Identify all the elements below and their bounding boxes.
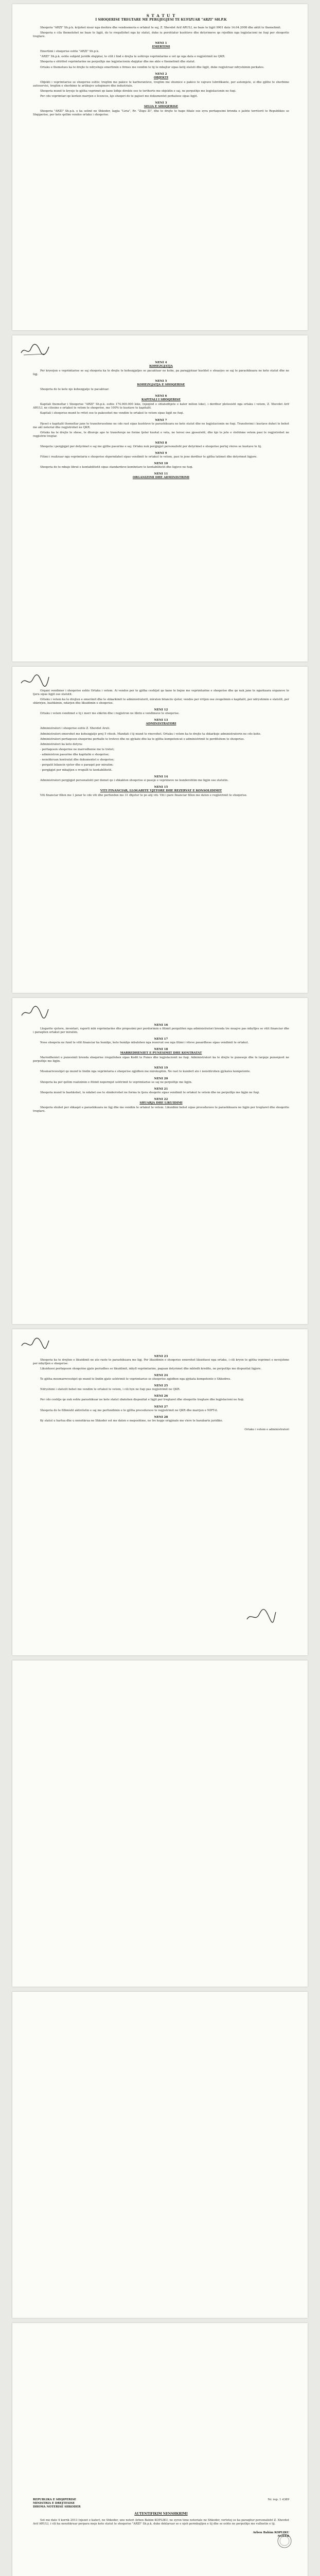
document-page-7 (12, 1992, 308, 2318)
article-paragraph: Per kryerjen e veprimtarise se saj shoqeria ka te drejte te kohezgjatjes se pacaktuar ne kohe, pa paragjykuar kushtet e shuarjes se saj te parashikuara ne kete statut dhe ne ligj. (33, 369, 289, 377)
article-number: NENI 22 (154, 1097, 168, 1101)
registry-label: Nr. rep. 1 (268, 2498, 281, 2501)
certificate-heading: AUTENTIFIKIM NENSHKRIMI (134, 2512, 188, 2516)
article-paragraph: Administratori perfaqeson shoqerine perballe te treteve dhe ne gjykate dhe ka te gjitha kompetencat e administrimit te perditshem te shoqerise. (40, 737, 245, 741)
republic-label: REPUBLIKA E SHQIPERISE (33, 2498, 77, 2501)
notary-certificate (33, 2498, 289, 2538)
notary-name: Arben Bahim KOPLIKU (253, 2531, 289, 2534)
article-paragraph: Administratori ka keto detyra: (40, 742, 83, 746)
page-5-content (33, 1352, 289, 1433)
article-paragraph: Shoqeria ka per qellim realizimin e fitimit nepermjet ushtrimit te veprimtarise se saj ne perputhje me ligjin. (40, 1080, 192, 1084)
article-paragraph: Shoqeria "ARZI" Sh.p.k. krijohet nisur nga deshira dhe vendosmeria e ortakut te saj, Z. Xhevdet Arif ARULI, ne baze te ligjit 9901 date 14.04.2008 dhe aktit te themelimit. (40, 26, 281, 29)
article-paragraph: Organi vendimor i shoqerise eshte Ortaku i vetem. Ai vendos per te gjitha ceshtjet qe kane te bejne me veprimtarine e shoqerise dhe qe nuk jane te ngarkuara organeve te tjera sipas ligjit ose statutit. (33, 689, 289, 697)
article-paragraph: "ARZI" Sh.p.k. eshte subjekt juridik shqiptar, te cilit i lind e drejta te ushtroje veprimtarine e vet qe nga data e regjistrimit ne QKR. (40, 55, 225, 59)
page-4-content (33, 1021, 289, 1115)
article-paragraph: - perfaqeson shoqerine ne marredhenie me te tretet; (40, 748, 115, 751)
article-paragraph: Ortaku ka te drejte te shese, te dhuroje apo te transferoje ne forme tjeter kuotat e veta, ne teresi ose pjeserisht, dhe kjo te jete e vlefshme vetem pasi te regjistrohet ne regjistrin tregtar. (33, 431, 289, 438)
document-page-6 (12, 1660, 308, 1987)
signature-icon (20, 672, 50, 689)
article-paragraph: Kapitali themeltar i Shoqerise "ARZI" Sh.p.k. eshte 174.000.000 leke, (njeqind e shtatedhjete e kater milion leke), i derdhur plotesisht nga ortaku i vetem, Z. Xhevdet Arif ARULI, ne cilesine e ortakut te vetem te shoqerise, me 100% te kuotave te kapitalit. (33, 403, 289, 410)
article-heading: ORGANIZIMI DHE ADMINISTRIMI (132, 476, 190, 480)
article-paragraph: Objekti i veprimtarise se shoqerise eshte: tregtim me pakice te karburanteve, tregtim me shumice e pakice te vajrave lubrifikante, per automjete, si dhe gjithe te sherbime autoservisi, tregtim e sherbime te artikujve ushqimore dhe industriale. (33, 80, 289, 88)
registry-value: 4389 (282, 2498, 289, 2501)
article-heading: ADMINISTRATORI (146, 722, 176, 726)
article-paragraph: Marredheniet e punesimit brenda shoqerise rregullohen sipas Kodit te Punes dhe legjislacionit ne fuqi. Administratori ka te drejte te punesoje dhe te largoje punonjesit ne perputhje me ligjin. (33, 1056, 289, 1063)
document-page-3 (12, 667, 308, 993)
notary-stamp-icon (277, 2533, 292, 2549)
article-number: NENI 11 (154, 472, 168, 476)
document-page-1 (12, 4, 308, 330)
article-paragraph: Ndryshimi i statutit behet me vendim te ortakut te vetem, i cili hyn ne fuqi pas regjistrimit ne QKR. (40, 1388, 181, 1392)
article-paragraph: Administratori pergjigjet personalisht per demet qe i shkakton shoqerise si pasoje e veprimeve ne kundershtim me ligjin ose statutin. (40, 779, 229, 783)
article-paragraph: Shoqeria "ARZI" Sh.p.k. e ka selinë ne Shkoder, lagjia "Liria", Rr. "Zogu Zi", dhe te drejte te hape filiale ose zyra perfaqesimi brenda e jashte territorit te Republikes se Shqiperise, per kete qellim vendos ortaku i shoqerise. (33, 110, 289, 117)
article-number: NENI 6 (155, 395, 167, 398)
article-paragraph: - pergjigjet per mbajtjen e rregullt te kontabilitetit. (40, 769, 113, 772)
article-paragraph: Shoqeria ka te drejten e likuidimit ne ato raste te parashikuara me ligj. Per likuidimin e shoqerise emerohet likuiduesi nga ortaku, i cili kryen te gjitha veprimet e nevojshme per mbylljen e shoqerise. (33, 1359, 289, 1366)
article-number: NENI 16 (154, 1024, 168, 1027)
article-paragraph: Ky statut u hartua dhe u nenshkrua ne Shkoder sot me daten e meposhtme, ne tre kopje origjinale me vlere te barabarte juridike. (40, 1419, 223, 1422)
article-number: NENI 9 (155, 452, 167, 455)
article-number: NENI 27 (154, 1405, 168, 1409)
article-paragraph: Fitimi i realizuar nga veprimtaria e shoqerise shperndahet sipas vendimit te ortakut te vetem, pasi te jene derdhur te gjitha tatimet dhe detyrimet ligjore. (40, 455, 258, 459)
article-number: NENI 12 (154, 708, 168, 712)
article-paragraph: Shoqeria mund te bashkohet, te ndahet ose te shnderrohet ne forma te tjera shoqerie sipas vendimit te ortakut te vetem dhe ne perputhje me ligjin ne fuqi. (40, 1091, 260, 1094)
article-paragraph: Ortaku i vetem ka te drejten e emerimit dhe te shkarkimit te administratorit, miraton bilancin vjetor, vendos per rritjen ose zvogelimin e kapitalit, per ndryshimin e statutit, per shkrirjen, bashkimin, ndarjen dhe likuidimin e shoqerise. (33, 698, 289, 705)
article-paragraph: Viti financiar fillon me 1 janar te cdo viti dhe perfundon me 31 dhjetor te po atij viti. Viti i pare financiar fillon me daten e regjistrimit te shoqerise. (40, 794, 247, 798)
chamber-label: DHOMA NOTERISE SHKODER (33, 2505, 81, 2509)
article-paragraph: Administratori i shoqerise eshte Z. Xhevdet Aruli. (40, 727, 110, 731)
article-number: NENI 7 (155, 418, 167, 422)
article-number: NENI 2 (155, 72, 167, 76)
article-paragraph: Per cdo veprimtari qe kerkon marrjen e licences, kjo shoqeri do te pajiset me dokumentet perkatese sipas ligjit. (40, 94, 198, 98)
article-number: NENI 5 (155, 380, 167, 383)
document-page-5 (12, 1329, 308, 1655)
page-3-content (33, 689, 289, 800)
page-2-blocks (33, 361, 289, 480)
signature-icon (20, 1334, 50, 1352)
document-page-2 (12, 335, 308, 662)
statute-subtitle: I SHOQERISE TREGTARE ME PERGJEGJESI TE KUFIZUAR "ARZI" SH.P.K (95, 18, 227, 22)
article-paragraph: Te gjitha mosmarreveshjet qe mund te lindin gjate ushtrimit te veprimtarise se shoqerise zgjidhen nga gjykata kompetente e Shkodres. (40, 1378, 232, 1381)
article-paragraph: Llogarite vjetore, inventari, raporti mbi veprimtarine dhe propozimi per perdorimin e fitimit pergatiten nga administratori brenda tre muajve pas mbylljes se vitit financiar dhe i paraqiten ortakut per miratim. (33, 1027, 289, 1035)
article-heading: EMERTIMI (152, 45, 170, 49)
article-paragraph: Ortaku e themelues ka te drejte te ndryshoje emertimin e firmes me vendim te tij te mbajtur sipas ketij statuti dhe ligjit, duke regjistruar ndryshimin perkates. (40, 65, 264, 69)
article-paragraph: Kapitali i shoqerise mund te rritet ose te pakesohet me vendim te ortakut te vetem sipas ligjit ne fuqi. (40, 412, 184, 415)
article-heading: KOHEZGJATJA E SHOQERISE (137, 383, 185, 387)
article-paragraph: Shoqeria e shtrihet veprimtarine ne perputhje me legjislacionin shqiptar dhe me akte e themelimit dhe statut. (40, 60, 195, 64)
article-heading: VITI FINANCIAR, LLOGARITE VJETORE DHE REZERVAT E KONSOLIDIMIT (100, 789, 222, 793)
article-paragraph: - administron pasurine dhe kapitalin e shoqerise; (40, 753, 110, 756)
signature-icon (246, 1607, 277, 1624)
article-number: NENI 13 (154, 719, 168, 722)
article-heading: SHUARJA DHE LIKUIDIMI (139, 1101, 183, 1105)
article-heading: SELIA E SHOQERISE (144, 105, 179, 109)
article-paragraph: Shoqeria do te kete nje kohezgjatje te pacaktuar. (40, 388, 110, 392)
article-paragraph: Mosmarreveshjet qe mund te lindin nga veprimtaria e shoqerise zgjidhen me mirekuptim. Ne rast te kundert ato i nenshtrohen gjykates kompetente. (40, 1070, 251, 1074)
ministry-label: MINISTRIA E DREJTESISE (33, 2502, 75, 2505)
article-number: NENI 4 (155, 361, 167, 364)
article-heading: OBJEKTI (153, 76, 169, 79)
article-number: NENI 28 (154, 1415, 168, 1419)
page-1-content (33, 13, 289, 118)
notary-title: NOTER (277, 2535, 289, 2538)
article-paragraph: - nenshkruan kontratat dhe dokumentet e shoqerise; (40, 758, 115, 762)
article-number: NENI 19 (154, 1066, 168, 1070)
article-paragraph: Shoqeria shuhet per shkaqet e parashikuara ne ligj dhe me vendim te ortakut te vetem. Likuidimi behet sipas procedurave te parashikuara ne ligjin per tregtaret dhe shoqerite tregtare. (33, 1106, 289, 1113)
article-paragraph: Likuiduesi perfaqeson shoqerine gjate periudhes se likuidimit, mbyll veprimtarine, paguan detyrimet dhe mbledh kredite, ne perputhje me dispozitat ligjore. (40, 1367, 262, 1371)
article-heading: KAPITALI I SHOQERISE (141, 398, 181, 402)
article-number: NENI 8 (155, 441, 167, 445)
statute-title: S T A T U T (146, 13, 176, 18)
page-4-blocks (33, 1024, 289, 1113)
article-heading: KOHEZGJATJA (149, 365, 173, 368)
signature-caption: Ortaku i vetem e administratori (244, 1428, 289, 1431)
article-paragraph: Shoqeria mund te kryeje te gjitha veprimet qe kane lidhje direkte ose te terthorte me objektin e saj, ne perputhje me legjislacionin ne fuqi. (40, 89, 236, 93)
page-1-blocks (33, 26, 289, 117)
article-paragraph: Pjeset e kapitalit themeltar jane te transferueshme ne cdo rast sipas kushteve te parashikuara ne kete statut dhe ne legjislacionin ne fuqi. Transferimi i kuotave duhet te behet me akt noterial dhe regjistrohet ne QKR. (33, 422, 289, 429)
article-paragraph: - pergatit bilancin vjetor dhe e paraqet per miratim; (40, 764, 114, 767)
document-page-4 (12, 998, 308, 1324)
article-number: NENI 21 (154, 1087, 168, 1091)
article-number: NENI 14 (154, 775, 168, 779)
article-paragraph: Shoqeria do te fillimisht aktivitetin e saj me perfundimin e te gjitha procedurave te regjistrimit ne QKR dhe marrjen e NIPT-it. (40, 1409, 218, 1412)
article-number: NENI 3 (155, 101, 167, 105)
page-5-blocks (33, 1355, 289, 1432)
article-paragraph: Ortaku i vetem vendimet e tij i merr me shkrim dhe i regjistron ne librin e vendimeve te shoqerise. (40, 712, 180, 716)
page-2-content (33, 358, 289, 481)
signature-icon (20, 1003, 50, 1021)
certificate-text: Sot me date 4 korrik 2013 (njezet e kater), ne Shkoder, une noteri Arben Bahim KOPLIKU, ne zyren time noteriale ne Shkoder, vertetoj se ka paraqitur personalisht Z. Xhevdet Arif ARULI, i cili ka nenshkruar perpara meje kete statut te shoqerise "ARZI" Sh.p.k, duke deklaruar se e njeh permbajtjen e tij dhe se eshte ne perputhje me vullnetin e tij. (33, 2519, 289, 2526)
registry-number (268, 2498, 289, 2502)
article-paragraph: Emertimi i shoqerise eshte "ARZI" Sh.p.k. (40, 50, 99, 54)
article-paragraph: Shoqeria i pergjigjet per detyrimet e saj me gjithe pasurine e saj. Ortaku nuk pergjigjet personalisht per detyrimet e shoqerise pertej vleres se kuotave te tij. (40, 445, 262, 448)
article-paragraph: Per cdo ceshtje qe nuk eshte parashikuar ne kete statut zbatohen dispozitat e ligjit per tregtaret dhe shoqerite tregtare dhe legjislacioni ne fuqi. (40, 1398, 244, 1402)
article-paragraph: Nese shoqeria ne fund te vitit financiar ka humbje, keto humbje mbulohen nga rezervat ose nga fitimi i viteve pasardhese sipas vendimit te ortakut. (40, 1041, 249, 1045)
notary-certificate-page (12, 2323, 308, 2576)
article-number: NENI 17 (154, 1038, 168, 1041)
article-number: NENI 23 (154, 1355, 168, 1358)
article-paragraph: Shoqeria do te mbaje librat e kontabilitetit sipas standardeve kombetare te kontabilitetit dhe ligjeve ne fuqi. (40, 466, 193, 469)
article-heading: MARREDHENIET E PUNESIMIT DHE KONTRATAT (120, 1052, 202, 1055)
article-number: NENI 1 (155, 42, 167, 45)
page-3-blocks (33, 689, 289, 798)
article-paragraph: Administratori emerohet me kohezgjatje prej 5 vitesh. Mandati i tij mund te rinovohet. Ortaku i vetem ka te drejte ta shkarkoje administratorin ne cdo kohe. (40, 732, 261, 736)
article-number: NENI 25 (154, 1384, 168, 1388)
article-number: NENI 24 (154, 1374, 168, 1378)
article-number: NENI 26 (154, 1395, 168, 1398)
article-paragraph: Shoqeria e cila themelohet ne baze te ligjit, do te rregullohet nga ky statut, duke iu pershtatur kushteve dhe detyrimeve qe rrjedhin nga legjislacioni ne fuqi per shoqerite tregtare. (33, 31, 289, 39)
article-number: NENI 18 (154, 1048, 168, 1052)
article-number: NENI 20 (154, 1077, 168, 1080)
article-number: NENI 10 (154, 462, 168, 466)
signature-icon (20, 341, 50, 358)
article-number: NENI 15 (154, 786, 168, 789)
